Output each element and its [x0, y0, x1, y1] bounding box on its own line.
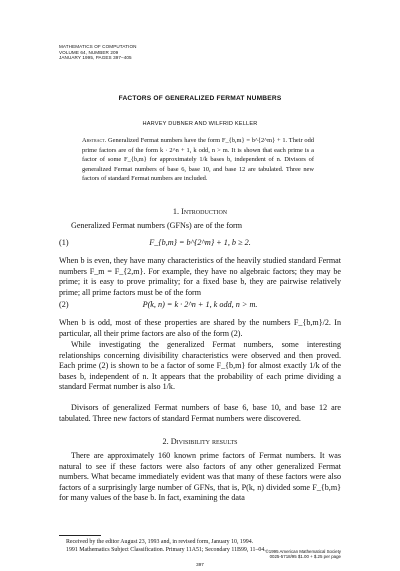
- equation-1-body: F_{b,m} = b^{2^m} + 1, b ≥ 2.: [149, 238, 251, 247]
- equation-2: [59, 300, 341, 312]
- equation-1: [59, 238, 341, 250]
- equation-2-body: P(k, n) = k · 2^n + 1, k odd, n > m.: [142, 300, 258, 309]
- page-number: 397: [196, 562, 204, 567]
- equation-1-label: (1): [59, 238, 69, 247]
- copyright-line-1: ©1995 American Mathematical Society: [265, 549, 341, 554]
- intro-paragraph-4: While investigating the generalized Fermat numbers, some interesting relationships concerning divisibility characteristics were observed and then proved. Each prime (2) is shown to be a factor of some F_{b,m} for almost exactly 1/k of the bases b, independent of n. It appears that the probability of each prime dividing a standard Fermat number is also 1/k.: [59, 340, 341, 391]
- copyright-notice: [266, 549, 341, 560]
- section-heading-divisibility: 2. Divisibility results: [162, 437, 238, 446]
- abstract-label: Abstract.: [82, 137, 107, 144]
- section-heading-introduction: 1. Introduction: [172, 207, 228, 216]
- journal-date-pages: JANUARY 1995, PAGES 397–405: [59, 55, 132, 61]
- abstract: [82, 136, 314, 184]
- intro-paragraph-3: When b is odd, most of these properties are shared by the numbers F_{b,m}/2. In particular, all their prime factors are also of the form (2).: [59, 318, 341, 338]
- divisibility-paragraph-1: There are approximately 160 known prime factors of Fermat numbers. It was natural to see if these factors were also factors of any other generalized Fermat numbers. What became immediately evident was that many of these factors were also factors of a surprisingly large number of GFNs, that is, P(k, n) divided some F_{b,m} for many values of the base b. In fact, examining the data: [59, 451, 341, 502]
- copyright-line-2: 0025-5718/95 $1.00 + $.25 per page: [269, 554, 341, 560]
- footnote-received: Received by the editor August 23, 1993 and, in revised form, January 10, 1994.: [66, 539, 254, 545]
- journal-name: MATHEMATICS OF COMPUTATION: [59, 44, 137, 49]
- paper-authors: HARVEY DUBNER AND WILFRID KELLER: [142, 121, 258, 127]
- abstract-text: Generalized Fermat numbers have the form F_{b,m} = b^{2^m} + 1. Their odd prime factors are of the form k · 2^n + 1, k odd, n > m. It is shown that each prime is a factor of some F_{b,m} for approximately 1/k bases b, independent of n. Divisors of generalized Fermat numbers of base 6, base 10, and base 12 are tabulated. Three new factors of standard Fermat numbers are included.: [82, 137, 314, 182]
- intro-paragraph-2: When b is even, they have many characteristics of the heavily studied standard Fermat numbers F_m = F_{2,m}. For example, they have no algebraic factors; they may be prime; it is easy to prove primality; for a fixed base b, they are pairwise relatively prime; all prime factors must be of the form: [59, 256, 341, 297]
- journal-header: [59, 44, 137, 61]
- intro-paragraph-1: Generalized Fermat numbers (GFNs) are of the form: [71, 221, 243, 230]
- footnote-msc: 1991 Mathematics Subject Classification. Primary 11A51; Secondary 11B99, 11–04.: [66, 547, 266, 553]
- paper-title: FACTORS OF GENERALIZED FERMAT NUMBERS: [118, 95, 282, 102]
- footnote-rule: [59, 535, 101, 536]
- equation-2-label: (2): [59, 300, 69, 309]
- intro-paragraph-5: Divisors of generalized Fermat numbers of base 6, base 10, and base 12 are tabulated. Three new factors of standard Fermat numbers were discovered.: [59, 403, 341, 423]
- journal-volume: VOLUME 64, NUMBER 209: [59, 49, 119, 55]
